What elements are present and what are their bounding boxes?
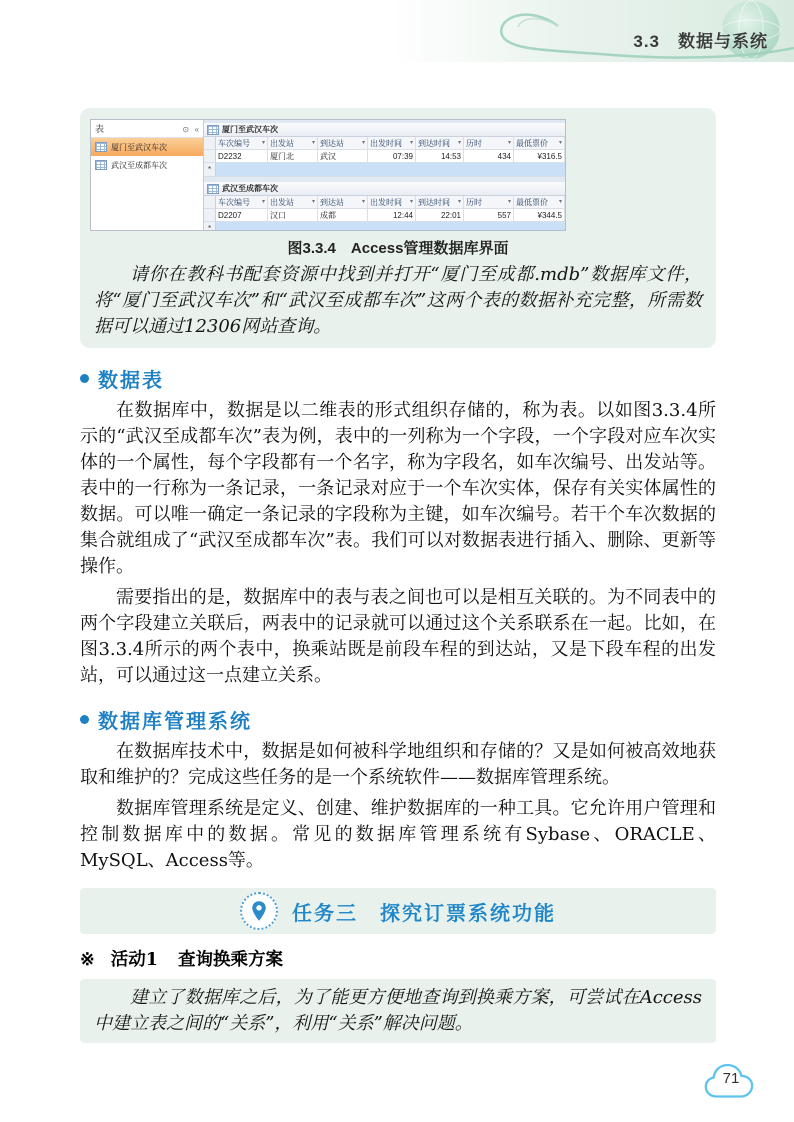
access-datasheet-pane <box>204 120 565 230</box>
page-number-cloud <box>700 1058 762 1104</box>
section-heading-dbms <box>80 705 716 734</box>
table-icon <box>207 125 219 135</box>
section-heading-data-table <box>80 364 716 393</box>
chapter-title: 3.3 数据与系统 <box>633 32 768 51</box>
nav-dropdown-icon[interactable]: ⊙ <box>182 124 190 134</box>
cell-depart-station[interactable]: 汉口 <box>268 209 318 222</box>
new-record-highlight[interactable] <box>216 222 565 230</box>
column-header[interactable]: 最低票价 ▾ <box>514 137 565 150</box>
activity-title: 查询换乘方案 <box>178 950 284 970</box>
datasheet-header-row <box>204 196 565 209</box>
datasheet-wuhan-chengdu <box>204 182 565 230</box>
cell-depart-station[interactable]: 厦门北 <box>268 150 318 163</box>
datasheet-header-row <box>204 137 565 150</box>
column-header[interactable]: 到达站 ▾ <box>318 196 368 209</box>
cell-fare[interactable]: ¥344.5 <box>514 209 565 222</box>
datasheet-new-record-row <box>204 222 565 230</box>
cell-depart-time[interactable]: 12:44 <box>368 209 416 222</box>
record-selector[interactable] <box>204 209 216 222</box>
column-header[interactable]: 历时 ▾ <box>464 196 514 209</box>
figure-note: 请你在教科书配套资源中找到并打开“厦门至成都.mdb”数据库文件，将“厦门至武汉车次”和“武汉至成都车次”这两个表的数据补充完整，所需数据可以通过12306网站查询。 <box>94 264 702 337</box>
nav-item-xiamen-wuhan[interactable] <box>91 138 203 156</box>
main-content <box>80 108 716 1043</box>
datasheet-new-record-row <box>204 163 565 177</box>
table-icon <box>207 184 219 194</box>
record-selector[interactable] <box>204 150 216 163</box>
figure-caption: 图3.3.4 Access管理数据库界面 <box>287 240 509 257</box>
cell-arrive-time[interactable]: 14:53 <box>416 150 464 163</box>
task-title: 探究订票系统功能 <box>380 902 556 925</box>
page-header <box>390 0 794 86</box>
column-header[interactable]: 历时 ▾ <box>464 137 514 150</box>
select-all-cell[interactable] <box>204 137 216 150</box>
activity-marker: ※ <box>80 950 95 970</box>
datasheet-title: 武汉至成都车次 <box>222 184 278 193</box>
cell-arrive-station[interactable]: 成都 <box>318 209 368 222</box>
datasheet-record-row <box>204 209 565 222</box>
column-header[interactable]: 出发时间 ▾ <box>368 196 416 209</box>
body-paragraph: 在数据库中，数据是以二维表的形式组织存储的，称为表。以如图3.3.4所示的“武汉至成都车次”表为例，表中的一列称为一个字段，一个字段对应车次实体的一个属性，每个字段都有一个名字，称为字段名，如车次编号、出发站等。表中的一行称为一条记录，一条记录对应于一个车次实体，保存有关实体属性的数据。可以唯一确定一条记录的字段称为主键，如车次编号。若干个车次数据的集合就组成了“武汉至成都车次”表。我们可以对数据表进行插入、删除、更新等操作。 <box>80 400 716 577</box>
cell-train-no[interactable]: D2232 <box>216 150 268 163</box>
section-title: 数据表 <box>98 370 164 392</box>
nav-collapse-icon[interactable]: « <box>194 124 199 134</box>
cell-depart-time[interactable]: 07:39 <box>368 150 416 163</box>
body-paragraph: 需要指出的是，数据库中的表与表之间也可以是相互关联的。为不同表中的两个字段建立关联后，两表中的记录就可以通过这个关系联系在一起。比如，在图3.3.4所示的两个表中，换乘站既是前段车程的到达站，又是下段车程的出发站，可以通过这一点建立关系。 <box>80 587 716 686</box>
column-header[interactable]: 到达时间 ▾ <box>416 196 464 209</box>
nav-pane-title: 表 <box>95 124 105 134</box>
datasheet-xiamen-wuhan <box>204 123 565 177</box>
cell-arrive-time[interactable]: 22:01 <box>416 209 464 222</box>
body-paragraph: 在数据库技术中，数据是如何被科学地组织和存储的？又是如何被高效地获取和维护的？完成这些任务的是一个系统软件——数据库管理系统。 <box>80 741 716 788</box>
new-record-highlight[interactable] <box>216 163 565 177</box>
datasheet-record-row <box>204 150 565 163</box>
column-header[interactable]: 出发站 ▾ <box>268 137 318 150</box>
activity-heading <box>80 946 716 971</box>
cell-fare[interactable]: ¥316.5 <box>514 150 565 163</box>
column-header[interactable]: 出发时间 ▾ <box>368 137 416 150</box>
activity-body: 建立了数据库之后，为了能更方便地查询到换乘方案，可尝试在Access中建立表之间的“关系”，利用“关系”解决问题。 <box>94 987 702 1034</box>
column-header[interactable]: 到达站 ▾ <box>318 137 368 150</box>
task-label: 任务三 <box>292 902 358 925</box>
select-all-cell[interactable] <box>204 196 216 209</box>
new-record-marker: * <box>204 222 216 230</box>
figure-box <box>80 108 716 348</box>
cell-duration[interactable]: 434 <box>464 150 514 163</box>
column-header[interactable]: 最低票价 ▾ <box>514 196 565 209</box>
task-banner <box>80 888 716 934</box>
table-icon <box>95 142 107 152</box>
cell-duration[interactable]: 557 <box>464 209 514 222</box>
datasheet-tab[interactable] <box>204 182 565 196</box>
bullet-icon <box>80 715 89 724</box>
section-title: 数据库管理系统 <box>98 711 252 733</box>
nav-item-label: 武汉至成都车次 <box>111 160 167 170</box>
column-header[interactable]: 到达时间 ▾ <box>416 137 464 150</box>
datasheet-title: 厦门至武汉车次 <box>222 125 278 134</box>
page-number: 71 <box>722 1070 740 1087</box>
bullet-icon <box>80 374 89 383</box>
cell-train-no[interactable]: D2207 <box>216 209 268 222</box>
nav-item-label: 厦门至武汉车次 <box>111 142 167 152</box>
column-header[interactable]: 车次编号 ▾ <box>216 196 268 209</box>
activity-box <box>80 979 716 1043</box>
access-nav-pane <box>91 120 204 230</box>
column-header[interactable]: 车次编号 ▾ <box>216 137 268 150</box>
nav-item-wuhan-chengdu[interactable] <box>91 156 203 174</box>
column-header[interactable]: 出发站 ▾ <box>268 196 318 209</box>
body-paragraph: 数据库管理系统是定义、创建、维护数据库的一种工具。它允许用户管理和控制数据库中的数据。常见的数据库管理系统有Sybase、ORACLE、MySQL、Access等。 <box>80 798 716 871</box>
location-pin-icon <box>240 892 278 930</box>
access-screenshot <box>90 119 566 231</box>
datasheet-tab[interactable] <box>204 123 565 137</box>
cell-arrive-station[interactable]: 武汉 <box>318 150 368 163</box>
table-icon <box>95 160 107 170</box>
activity-label: 活动1 <box>110 950 158 970</box>
new-record-marker: * <box>204 163 216 177</box>
